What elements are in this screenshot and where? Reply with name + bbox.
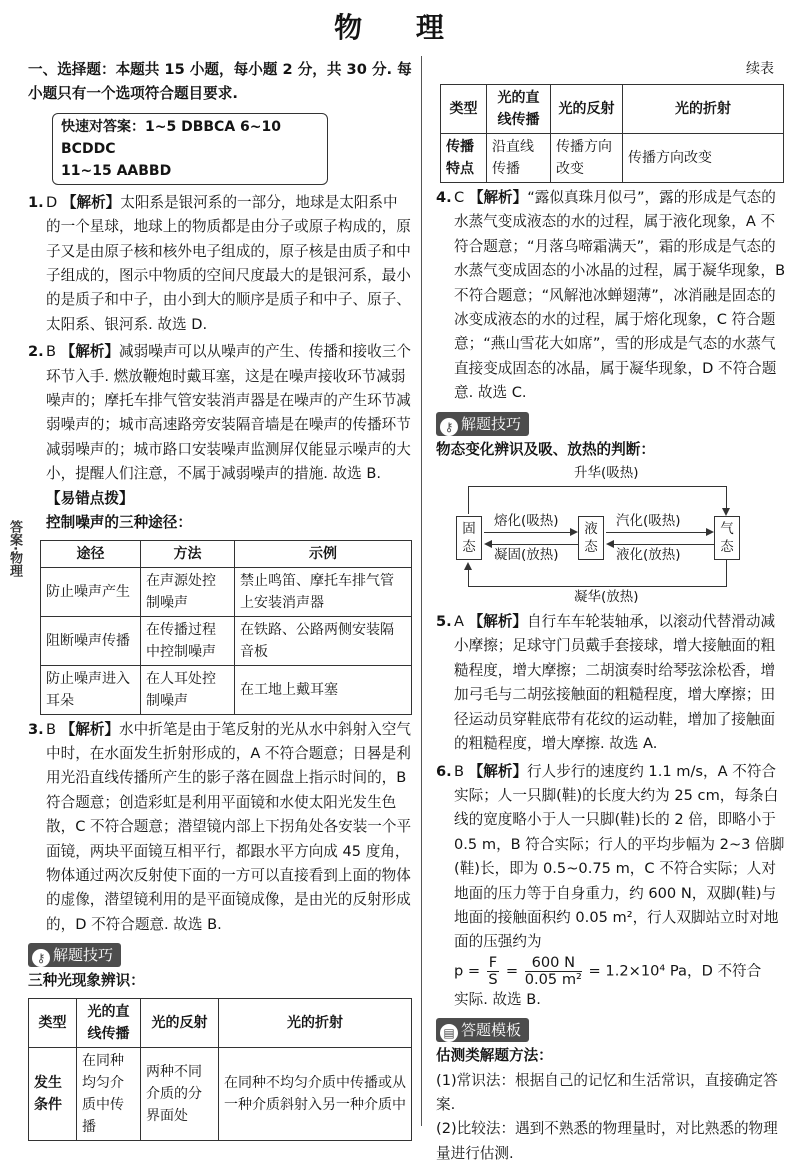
- question-number: 3.: [28, 720, 44, 738]
- solid-box: 固态: [456, 516, 482, 560]
- bottom-right-line: [726, 560, 727, 586]
- tip-heading: 控制噪声的三种途径：: [46, 514, 192, 532]
- question-number: 1.: [28, 193, 44, 211]
- table-cell: 传播特点: [441, 134, 487, 183]
- table-cell: 在工地上戴耳塞: [235, 665, 412, 714]
- key-icon: ⚷: [440, 418, 458, 436]
- table-header: 光的折射: [219, 998, 412, 1047]
- analysis-text: “露似真珠月似弓”，露的形成是气态的水蒸气变成液态的水的过程，属于液化现象，A 不符合题意；“月落乌啼霜满天”，霜的形成是气态的水蒸气变成固态的小冰晶的过程，属于凝华现象，B 不符合题意；“风解池冰蝉翅薄”，冰消融是固态的冰变成液态的水的过程，属于熔化现象，C 符合题意；“燕山雪花大如席”，雪的形成是气态的水蒸气直接变成固态的冰晶，属于凝华现象，D 不符合题意. 故选 C.: [454, 189, 786, 402]
- tips-badge: [436, 412, 529, 436]
- book-icon: ▤: [440, 1024, 458, 1042]
- analysis-text: 行人步行的速度约 1.1 m/s，A 不符合实际；人一只脚(鞋)的长度大约为 25 cm，每条白线的宽度略小于人一只脚(鞋)长的 2 倍，即略小于 0.5 m，B 符合实际；行人的平均步幅为 2~3 倍脚(鞋)长，即为 0.5~0.75 m，C 不符合实际；人对地面的压力等于自身重力，约 600 N，双脚(鞋)与地面的接触面积约 0.05 m²，行人双脚站立时对地面的压强约为: [454, 762, 785, 951]
- left-column: [28, 58, 412, 1141]
- method-1: (1)常识法：根据自己的记忆和生活常识，直接确定答案.: [436, 1071, 778, 1113]
- arrow-down-icon: [722, 508, 730, 516]
- freeze-label: 凝固(放热): [494, 547, 559, 564]
- right-column: [436, 58, 788, 1166]
- table-header-row: [29, 998, 412, 1047]
- analysis-tag: 【解析】: [60, 720, 120, 738]
- badge-text: 解题技巧: [461, 414, 522, 433]
- fraction-numerator: 600 N: [525, 955, 582, 972]
- top-left-line: [468, 486, 469, 514]
- melt-label: 熔化(吸热): [494, 513, 559, 530]
- question-5: [436, 610, 788, 756]
- table-cell: 传播方向改变: [551, 134, 623, 183]
- melt-arrow: [484, 532, 576, 533]
- arrow-up-icon: [464, 562, 472, 570]
- fraction-values: [525, 955, 582, 988]
- table-header: 光的直线传播: [77, 998, 141, 1047]
- arrow-right-icon: [706, 528, 714, 536]
- question-6-tail: 实际. 故选 B.: [454, 990, 541, 1008]
- fraction-numerator: F: [488, 953, 498, 971]
- question-number: 4.: [436, 189, 452, 206]
- table-row: [41, 665, 412, 714]
- tips-heading: 物态变化辨识及吸、放热的判断：: [436, 440, 655, 458]
- answer-letter: D: [46, 193, 58, 211]
- table-row: [41, 616, 412, 665]
- tips-badge: [28, 943, 121, 967]
- analysis-tag: 【解析】: [61, 193, 121, 211]
- light-table: [28, 998, 412, 1141]
- fraction-fs: [487, 955, 499, 988]
- question-2: [28, 340, 412, 486]
- answer-letter: B: [46, 343, 57, 361]
- tip-label: 【易错点拨】: [46, 489, 134, 507]
- pressure-formula: [436, 955, 788, 988]
- question-1: [28, 191, 412, 337]
- table-header: 光的反射: [141, 998, 219, 1047]
- noise-table: [40, 540, 412, 715]
- arrow-right-icon: [570, 528, 578, 536]
- table-cell: 在人耳处控制噪声: [141, 665, 235, 714]
- table-cell: 传播方向改变: [623, 134, 784, 183]
- table-header: 途径: [41, 540, 141, 567]
- answers-line-1: 快速对答案：1~5 DBBCA 6~10 BCDDC: [61, 118, 281, 157]
- top-line: [468, 486, 726, 487]
- table-cell: 在铁路、公路两侧安装隔音板: [235, 616, 412, 665]
- section-heading: 一、选择题：本题共 15 小题，每小题 2 分，共 30 分. 每小题只有一个选项符合题目要求.: [28, 61, 412, 103]
- analysis-tag: 【解析】: [468, 189, 528, 206]
- table-cell: 在传播过程中控制噪声: [141, 616, 235, 665]
- table-row: [441, 134, 784, 183]
- bottom-left-line: [468, 568, 469, 586]
- analysis-text: 太阳系是银河系的一部分，地球是太阳系中的一个星球，地球上的物质都是由分子或原子构成的，原子又是由原子核和核外电子组成的，原子核是由质子和中子组成的，图示中物质的空间尺度最大的是银河系，最小的是质子和中子，由小到大的顺序是质子和中子、原子、太阳系、银河系. 故选 D.: [46, 193, 411, 333]
- table-cell: 禁止鸣笛、摩托车排气管上安装消声器: [235, 567, 412, 616]
- analysis-text: 水中折笔是由于笔反射的光从水中斜射入空气中时，在水面发生折射形成的，A 不符合题意；日晷是利用光沿直线传播所产生的影子落在圆盘上指示时间的，B 符合题意；创造彩虹是利用平面镜和水使太阳光发生色散，C 不符合题意；潜望镜内部上下拐角处各安装一个平面镜，两块平面镜互相平行，都跟水平方向成 45 度角，物体通过两次反射使下面的一方可以直接看到上面的物体的虚像，潜望镜利用的是平面镜成像，是由光的反射形成的，D 不符合题意. 故选 B.: [46, 720, 412, 933]
- table-cell: 防止噪声进入耳朵: [41, 665, 141, 714]
- liquid-box: 液态: [578, 516, 604, 560]
- answer-letter: B: [454, 762, 465, 780]
- formula-rhs: = 1.2×10⁴ Pa，D 不符合: [588, 962, 762, 980]
- table-cell: 两种不同介质的分界面处: [141, 1047, 219, 1140]
- table-header: 方法: [141, 540, 235, 567]
- question-number: 6.: [436, 762, 452, 780]
- badge-text: 答题模板: [461, 1021, 522, 1040]
- answer-letter: C: [454, 189, 465, 206]
- vaporize-label: 汽化(吸热): [616, 513, 681, 530]
- table-cell: 在同种不均匀介质中传播或从一种介质斜射入另一种介质中: [219, 1047, 412, 1140]
- method-2: (2)比较法：遇到不熟悉的物理量时，对比熟悉的物理量进行估测.: [436, 1120, 778, 1162]
- answers-line-2: 11~15 AABBD: [61, 162, 172, 179]
- table-header: 示例: [235, 540, 412, 567]
- continued-label: 续表: [746, 61, 774, 77]
- table-header: 类型: [29, 998, 77, 1047]
- table-cell: 防止噪声产生: [41, 567, 141, 616]
- fraction-denominator: 0.05 m²: [524, 970, 582, 988]
- template-badge: [436, 1018, 529, 1042]
- analysis-tag: 【解析】: [60, 343, 120, 361]
- analysis-text: 减弱噪声可以从噪声的产生、传播和接收三个环节入手. 燃放鞭炮时戴耳塞，这是在噪声接收环节减弱噪声的；摩托车排气管安装消声器是在噪声的产生环节减弱噪声的；城市高速路旁安装隔音墙是在噪声的传播环节减弱噪声的；城市路口安装噪声监测屏仅能显示噪声的大小，提醒人们注意，不属于减弱噪声的措施. 故选 B.: [46, 343, 411, 483]
- formula-equals: =: [505, 962, 519, 980]
- table-header: 光的折射: [623, 85, 784, 134]
- gas-box: 气态: [714, 516, 740, 560]
- table-cell: 阻断噪声传播: [41, 616, 141, 665]
- table-header: 光的反射: [551, 85, 623, 134]
- tips-heading: 三种光现象辨识：: [28, 972, 145, 990]
- deposition-label: 凝华(放热): [574, 589, 639, 606]
- sublimation-label: 升华(吸热): [574, 465, 639, 482]
- table-header-row: [441, 85, 784, 134]
- page-title: 物 理: [334, 11, 466, 44]
- template-heading: 估测类解题方法：: [436, 1047, 553, 1065]
- table-row: [29, 1047, 412, 1140]
- column-divider: [421, 56, 422, 1126]
- answer-letter: B: [46, 720, 57, 738]
- side-label: 答案·物理: [7, 520, 22, 577]
- question-6: [436, 760, 788, 955]
- formula-lhs: p =: [454, 962, 481, 980]
- table-header: 光的直线传播: [487, 85, 551, 134]
- fraction-denominator: S: [488, 970, 498, 988]
- state-change-diagram: [446, 464, 778, 606]
- question-number: 5.: [436, 613, 452, 631]
- analysis-text: 自行车车轮装轴承，以滚动代替滑动减小摩擦；足球守门员戴手套接球，增大接触面的粗糙程度，增大摩擦；二胡演奏时给琴弦涂松香，增加弓毛与二胡弦接触面的粗糙程度，增大摩擦；田径运动员穿鞋底带有花纹的运动鞋，增加了接触面的粗糙程度，增大摩擦. 故选 A.: [454, 613, 776, 753]
- vaporize-arrow: [606, 532, 712, 533]
- table-cell: 在同种均匀介质中传播: [77, 1047, 141, 1140]
- table-header-row: [41, 540, 412, 567]
- analysis-tag: 【解析】: [468, 762, 528, 780]
- key-icon: ⚷: [32, 949, 50, 967]
- arrow-left-icon: [606, 540, 614, 548]
- question-3: [28, 718, 412, 938]
- table-header: 类型: [441, 85, 487, 134]
- table-cell: 发生条件: [29, 1047, 77, 1140]
- light-table-continued: [440, 84, 784, 183]
- liquefy-label: 液化(放热): [616, 547, 681, 564]
- table-cell: 沿直线传播: [487, 134, 551, 183]
- answer-letter: A: [454, 613, 464, 631]
- arrow-left-icon: [484, 540, 492, 548]
- badge-text: 解题技巧: [53, 946, 114, 965]
- question-number: 2.: [28, 343, 44, 361]
- quick-answers-box: [52, 113, 328, 185]
- question-4: [436, 186, 788, 406]
- table-row: [41, 567, 412, 616]
- table-cell: 在声源处控制噪声: [141, 567, 235, 616]
- analysis-tag: 【解析】: [468, 613, 528, 631]
